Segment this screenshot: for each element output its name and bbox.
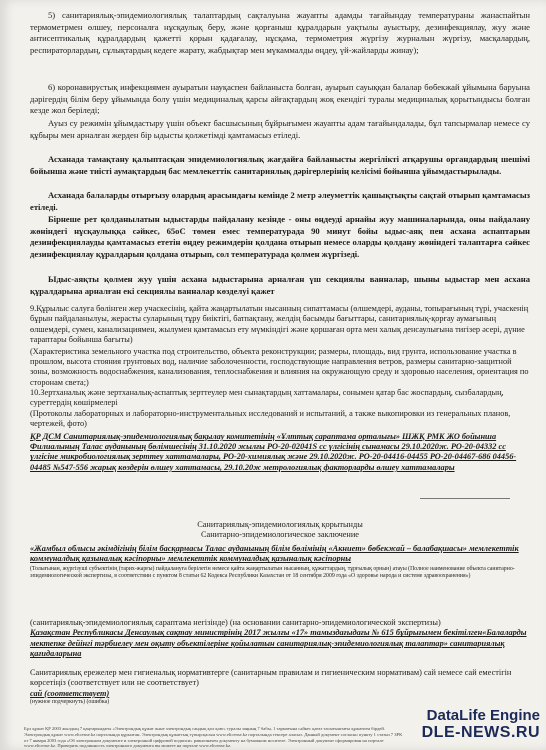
paragraph-reusable-dishes: [30, 214, 530, 260]
conclusion-heading: [30, 520, 530, 541]
watermark: [390, 707, 540, 742]
norm-compliance-note: (нужное подчеркнуть) (ошибка): [30, 699, 110, 706]
section-10-kz: 10.Зертханалық және зертханалық-аспаптық зерттеулер мен сынақтардың хаттамалары, сонымен қатар бас жоспардың, сызбалардың, суреттердің көшірмелері: [30, 388, 504, 408]
section-10: [30, 388, 530, 473]
norm-compliance-handwritten: сай (соответствует): [30, 688, 110, 698]
expertise-basis: [30, 618, 530, 660]
paragraph-dish-washing: [30, 274, 530, 297]
conclusion-title-ru: Санитарно-эпидемиологическое заключение: [200, 530, 359, 540]
item-6-text: 6) коронавирустық инфекциямен ауыратын науқаспен байланыста болған, ауырып сауыққан балалар бөбекжай ұйымына баруына дәрігердің білім беру ұйымында болу үшін медициналық қарсы айғақтардың жоқ екендігі туралы медициналық қорытындысы болған кезде жол беріледі;: [30, 82, 530, 116]
conclusion-object: [30, 544, 530, 580]
drinking-water-text: Ауыз су режимін ұйымдастыру үшін объект басшысының бұйрығымен жауапты адам тағайындалады, бұл тапсырмалар немесе су құбыры мен арналған жерден бір ыдысты қолжетімді қамтамасыз етіледі.: [30, 118, 530, 140]
conclusion-object-handwritten: «Жамбыл облысы әкімдігінің білім басқармасы Талас ауданының білім бөлімінің «Акниет» бөбекжай – балабақшасы» мемлекеттік коммуналдық қазыналық кәсіпорны» мемлекеттік коммуналдық қазыналық кәсіпорны: [30, 544, 519, 564]
divider-line: [420, 498, 510, 499]
expertise-basis-label: (санитариялық-эпидемиологиялық сараптама негізінде) (на основании санитарно-эпидемиологической экспертизы): [30, 618, 441, 627]
section-10-ru: (Протоколы лабораторных и лабораторно-инструментальных исследований и испытаний, а также выкопировки из генеральных планов, чертежей, фото): [30, 408, 511, 429]
canteen-text: Асханада тамақтану қалыптасқан эпидемиологиялық жағдайға байланысты жергілікті атқарушы органдардың шешімі бойынша және тиісті аумақтардың бас мемлекеттік санитариялық дәрігерлерінің келісімі бойынша ұйымдастырылады.: [30, 154, 530, 176]
paragraph-item-6: [30, 82, 530, 117]
paragraph-drinking-water: [30, 118, 530, 141]
section-9: [30, 304, 530, 388]
paragraph-canteen-seating: [30, 190, 530, 213]
item-5-text: 5) санитариялық-эпидемиологиялық талаптардың сақталуына жауапты адамды тағайындау температураны жанаспайтын термометрмен өлшеу, персоналға нұсқаулық беру, және қорғаныш құралдарын уақтылы ауыстыру, дезинфекциялау, жуу және антисептикалық құралдардың қажетті қорын қадағалау, нұсқама, термометрия жүргізу журналын жүргізу, масқалардың, респираторлардың, сұлықтардың кедеге жарату, жабдықтар мен мүкаммалды өңдеу, үй-жайларды жинау);: [30, 10, 530, 55]
conclusion-object-note: (Толығынан, жүргізуші субъектінің (тарих-жарғы) пайдалануға берілетін немесе қайта жаңартылатын нысанның, құжаттардың, тұрғылық орнын) атауы (Полное наименование объекта санитарно-эпидемиологической экспертизы, в соответствии с пунктом 8 статьи 62 Кодекса Республики Казахстан от 18 сентября 2009 года «О здоровье народа и системе здравоохранения»): [30, 565, 515, 580]
norm-compliance-label: Санитариялық ережелер мен гигиеналық нормативтерге (санитарным правилам и гигиеническим нормативам) сай немесе сай еместігін көрсетіңіз (соответствует или не соответствует): [30, 668, 512, 688]
section-9-kz: 9.Құрылыс салуға бөлінген жер учаскесінің, қайта жаңартылатын нысанның сипаттамасы (өлшемдері, ауданы, топырағының түрі, учаскенің бұрын пайдаланылуы, жерасты суларының тұру биіктігі, батпақтану, желдің басымды бағыттары, санитариялық-қорғау аумағының өлшемдері, сумен, канализациямен, жылумен қамтамасыз ету мүмкіндігі және қоршаған орта мен халық денсаулығына тигізер әсері, дүние тараптары бойынша бағыты): [30, 304, 529, 345]
reusable-dishes-text: Бірнеше рет қолданылатын ыдыстарды пайдалану кезінде - оны өңдеуді арнайы жуу машиналарында, оны пайдалану жөніндегі нұсқаулыққа сәйкес, 65оС төмен емес температурада 90 минут бойы ыдыс-аяқ пен асхана аспаптарын дезинфекциялауды қамтамасыз ететін өңдеу режимдерін қолдана отырып немесе оларды қолдану жөніндегі талаптарға сәйкес дезинфекциялау құралдарын қолдана отырып, сол температурада қолмен жүргізеді.: [30, 214, 530, 259]
expertise-basis-handwritten: Қазақстан Республикасы Денсаулық сақтау министрінің 2017 жылғы «17» тамыздағыдағы № 615 бұйрығымен бекітілген«Балаларды мектепке дейінгі тәрбиелеу мен оқыту объектілеріне қойылатын санитариялық-эпидемиологиялық талаптар» санитариялық қағидаларына: [30, 628, 527, 659]
watermark-site: DLE-NEWS.RU: [421, 724, 540, 741]
section-9-ru: (Характеристика земельного участка под строительство, объекта реконструкции; размеры, площадь, вид грунта, использование участка в прошлом, высота стояния грунтовых вод, наличие заболоченности, господствующие направления ветров, размеры санитарно-защитной зоны, возможность водоснабжения, канализования, теплоснабжения и влияния на окружающую среду и здоровью населения, ориентация по сторонам света;): [30, 346, 529, 387]
paragraph-item-5: [30, 10, 530, 56]
watermark-title: DataLife Engine: [426, 707, 540, 724]
conclusion-title-kz: Санитариялық-эпидемиологиялық қорытынды: [197, 520, 363, 529]
paragraph-canteen: [30, 154, 530, 177]
norm-compliance: [30, 668, 530, 706]
section-10-handwritten: ҚР ДСМ Санитариялық-эпидемиологиялық бақылау комитетінің «Ұлттық сараптама орталығы» ШЖҚ РМК ЖО бойынша Филиалының Талас ауданының бөлімшесінің 31.10.2020 жылғы РО-20-02041Ѕ сс үлгісінің сынамасы 29.10.2020ж. РО-20-04332 сс үлгісіне микробиологиялық зерттеу хаттамалары, РО-20-химиялық және 29.10.2020ж. РО-20-04416-04455 РО-20-04467-686 04456-04485 №547-556 жарық көздерін өлшеу хаттамасы, 29.10.20ж метрологиялық факторларды өлшеу хаттамалары: [30, 431, 517, 472]
dish-washing-text: Ыдыс-аяқты қолмен жуу үшін асхана ыдыстарына арналған үш секциялы ванналар, шыны ыдыстар мен асхана құралдарына арналған екі секциялы ванналар көзделуі қажет: [30, 274, 530, 296]
canteen-seating-text: Асханада балаларды отырғызу олардың арасындағы кемінде 2 метр әлеуметтік қашықтықты сақтай отырып қамтамасыз етіледі.: [30, 190, 530, 212]
footer-legal-note: Бұл құжат ҚР 2003 жылдың 7 қаңтарындағы «Электрондық құжат және электрондық сандық қол қою» туралы заңның 7 бабы, 1 тармағына сәйкес қағаз тасығыштағы құжатпен бірдей. Электрондық құжат www.elicense.kz порталында құрылған. Электрондық құжаттың түпнұсқасын www.elicense.kz порталында тексере аласыз. Данный документ согласно пункту 1 статьи 7 ЗРК от 7 января 2003 года «Об электронном документе и электронной цифровой подписи» равнозначен документу на бумажном носителе. Электронный документ сформирован на портале www.elicense.kz. Проверить подлинность электронного документа вы можете на портале www.elicense.kz.: [24, 726, 403, 749]
